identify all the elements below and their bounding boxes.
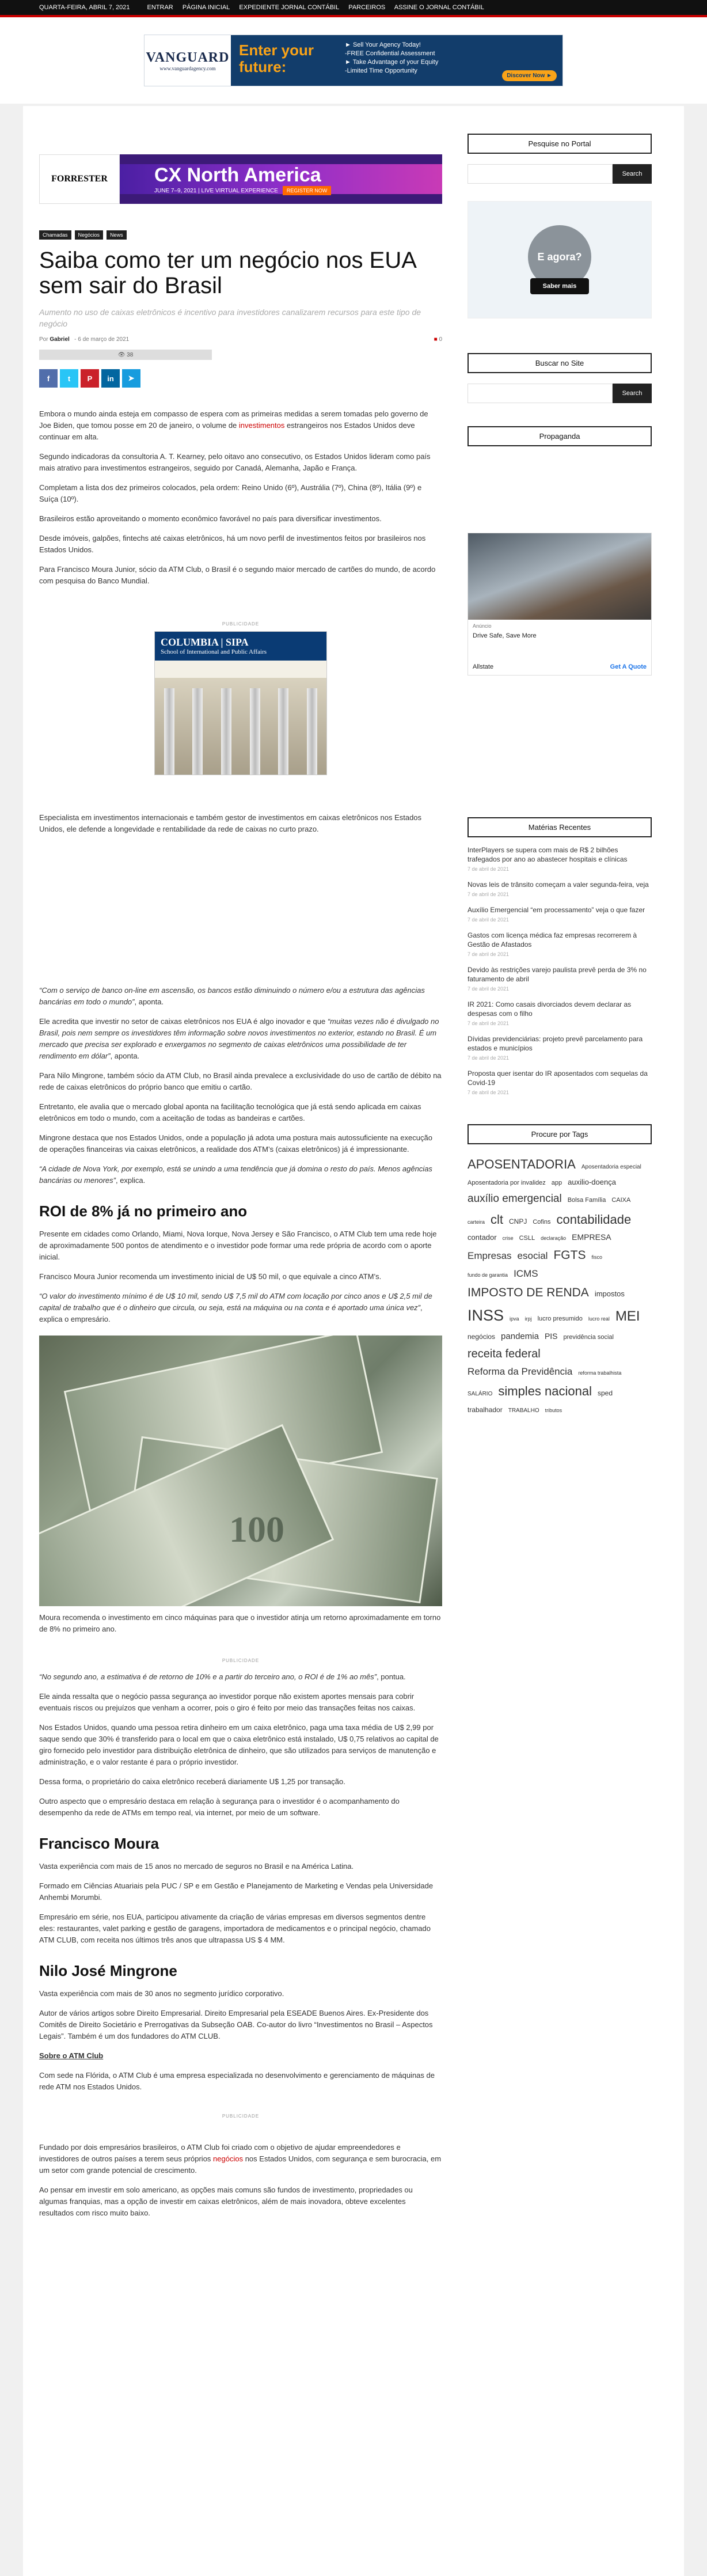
quote: “A cidade de Nova York, por exemplo, está se unindo a uma tendência que já domina o resto do país. Menos agências bancárias ou menores”	[39, 1164, 432, 1185]
vanguard-cta-button[interactable]: Discover Now ►	[502, 70, 557, 81]
widget-title-tags: Procure por Tags	[467, 1124, 652, 1144]
recent-post-date: 7 de abril de 2021	[467, 891, 510, 897]
recent-post-date: 7 de abril de 2021	[467, 986, 510, 992]
tag-link[interactable]: MEI	[615, 1308, 640, 1325]
forrester-body	[120, 164, 442, 194]
tag-link[interactable]: ipva	[510, 1316, 519, 1322]
columns-image	[155, 678, 326, 775]
site-search-form	[467, 384, 652, 403]
article-title: Saiba como ter um negócio nos EUA sem sair do Brasil	[39, 248, 416, 298]
tag-link[interactable]: tributos	[545, 1407, 562, 1413]
vanguard-bullet: -FREE Confidential Assessment	[345, 50, 435, 57]
tag-link[interactable]: auxilio-doença	[568, 1178, 616, 1187]
recent-post-date: 7 de abril de 2021	[467, 917, 510, 923]
paragraph: Vasta experiência com mais de 30 anos no segmento jurídico corporativo.	[39, 1989, 284, 1998]
recent-post-title[interactable]: Devido às restrições varejo paulista prevê perda de 3% no faturamento de abril	[467, 966, 647, 983]
recent-post[interactable]	[467, 880, 652, 897]
paragraph: Segundo indicadoras da consultoria A. T. Kearney, pelo oitavo ano consecutivo, os Estados Unidos lideram como país mais atrativo para investimentos estrangeiros, seguido por Canadá, Alemanha, Japão e França.	[39, 452, 431, 472]
paragraph	[39, 1291, 442, 1325]
tag-link[interactable]: fundo de garantia	[467, 1272, 508, 1278]
twitter-icon[interactable]: t	[60, 369, 78, 388]
ad-image-circle: E agora?	[528, 225, 591, 289]
columbia-header	[155, 632, 326, 661]
ad-text: Drive Safe, Save More	[473, 632, 537, 639]
tag-link[interactable]: reforma trabalhista	[578, 1370, 622, 1376]
paragraph: Dessa forma, o proprietário do caixa eletrônico receberá diariamente U$ 1,25 por transação.	[39, 1777, 345, 1786]
paragraph: Entretanto, ele avalia que o mercado global aponta na facilitação tecnológica que já está sendo aplicada em caixas eletrônicos em todo o mundo, com a aceitação de todas as bandeiras e cartões.	[39, 1102, 421, 1122]
recent-post-date: 7 de abril de 2021	[467, 1090, 510, 1095]
paragraph: Para Nilo Mingrone, também sócio da ATM Club, no Brasil ainda prevalece a exclusividade do uso de cartão de débito na rede de caixas eletrônicos do próprio banco que emitiu o cartão.	[39, 1071, 442, 1091]
top-bar	[0, 0, 707, 17]
category-negocios[interactable]: Negócios	[75, 230, 104, 240]
ad-label: PUBLICIDADE	[222, 2114, 260, 2119]
portal-search-input[interactable]	[467, 164, 613, 184]
quote: “muitas vezes não é divulgado no Brasil, pois nem sempre os investidores têm informação sobre novos investimentos no exterior, estando no Brasil. É um mercado que precisa ser explorado e enxergamos no segmento de caixas eletrônicos uma possibilidade de ter rendimento em dólar”	[39, 1017, 439, 1060]
comments-count[interactable]	[434, 336, 442, 343]
tag-link[interactable]: clt	[491, 1212, 504, 1227]
current-date: QUARTA-FEIRA, ABRIL 7, 2021	[39, 4, 130, 11]
paragraph: Francisco Moura Junior recomenda um investimento inicial de U$ 50 mil, o que equivale a cinco ATM’s.	[39, 1272, 382, 1281]
vanguard-bullet: ► Take Advantage of your Equity	[345, 59, 439, 66]
tag-link[interactable]: receita federal	[467, 1348, 541, 1361]
site-search-input[interactable]	[467, 384, 613, 403]
nav-home[interactable]: PÁGINA INICIAL	[182, 4, 230, 11]
recent-post-title[interactable]: Gastos com licença médica faz empresas recorrerem à Gestão de Afastados	[467, 931, 637, 949]
columbia-sipa-ad[interactable]	[154, 631, 327, 775]
text-span: , pontua.	[377, 1672, 406, 1681]
tag-link[interactable]: contabilidade	[556, 1212, 632, 1227]
article-categories	[39, 230, 442, 240]
paragraph: Outro aspecto que o empresário destaca em relação à segurança para o investidor é o acompanhamento do desempenho da rede de ATMs em tempo real, via internet, por meio de um software.	[39, 1797, 400, 1817]
recent-post[interactable]	[467, 1000, 652, 1026]
negocios-link[interactable]: negócios	[213, 2154, 244, 2163]
text-span: Ele acredita que investir no setor de caixas eletrônicos nos EUA é algo inovador e que	[39, 1017, 328, 1026]
text-span: nos Estados Unidos, com segurança e sem burocracia, em um setor com grande potencial de crescimento.	[39, 2154, 442, 2175]
tag-link[interactable]: irpj	[524, 1316, 532, 1322]
widget-title-recent: Matérias Recentes	[467, 817, 652, 837]
tag-link[interactable]: previdência social	[563, 1334, 614, 1341]
tag-link[interactable]: CAIXA	[611, 1197, 631, 1204]
vanguard-headline: Enter your future:	[231, 35, 340, 86]
tag-link[interactable]: declaração	[541, 1235, 567, 1242]
sidebar	[467, 134, 652, 1417]
investimentos-link[interactable]: investimentos	[238, 421, 285, 430]
tag-link[interactable]: crise	[502, 1235, 514, 1242]
columbia-subtitle: School of International and Public Affairs	[161, 648, 267, 655]
paragraph: Ao pensar em investir em solo americano, as opções mais comuns são fundos de investimento, propriedades ou algumas franquias, mas a opção de investir em caixas eletrônicos, além de mais inovadora, obteve excelentes resultados com risco muito baixo.	[39, 2186, 413, 2217]
vanguard-bullet: -Limited Time Opportunity	[345, 67, 417, 74]
tag-link[interactable]: esocial	[517, 1250, 548, 1262]
tag-link[interactable]: IMPOSTO DE RENDA	[467, 1285, 589, 1299]
tag-link[interactable]: carteira	[467, 1219, 485, 1225]
category-chamadas[interactable]: Chamadas	[39, 230, 71, 240]
text-span: Embora o mundo ainda esteja em compasso de espera com as primeiras medidas a serem tomadas pelo governo de Joe Biden, que tomou posse em 20 de janeiro, o volume de	[39, 409, 428, 430]
ad-quote-button[interactable]: Get A Quote	[610, 663, 647, 670]
ad-photo	[468, 533, 651, 620]
tag-link[interactable]: INSS	[467, 1307, 504, 1325]
paragraph: Ele ainda ressalta que o negócio passa segurança ao investidor porque não existem aportes mensais para cobrir eventuais riscos ou prejuízos que venham a ocorrer, pois o giro é feito por meio das transações feitas nos caixas.	[39, 1692, 416, 1712]
tag-link[interactable]: fisco	[591, 1254, 602, 1261]
paragraph: Para Francisco Moura Junior, sócio da ATM Club, o Brasil é o segundo maior mercado de cartões do mundo, de acordo com pesquisa do Banco Mundial.	[39, 565, 436, 585]
forrester-sub: JUNE 7–9, 2021 | LIVE VIRTUAL EXPERIENCE	[154, 188, 278, 194]
recent-post-date: 7 de abril de 2021	[467, 951, 510, 957]
recent-post-title[interactable]: Proposta quer isentar do IR aposentados com sequelas da Covid-19	[467, 1069, 648, 1087]
paragraph: Brasileiros estão aproveitando o momento econômico favorável no país para diversificar investimentos.	[39, 514, 382, 523]
inline-ad	[39, 621, 442, 775]
vanguard-brand: VANGUARD	[146, 50, 230, 65]
tag-link[interactable]: TRABALHO	[508, 1407, 539, 1414]
text-span: , aponta.	[134, 997, 164, 1006]
recent-post-date: 7 de abril de 2021	[467, 866, 510, 872]
eye-icon: 👁	[117, 351, 126, 358]
vanguard-logo	[145, 35, 231, 86]
site-search-button[interactable]: Search	[613, 384, 652, 403]
recent-post-title[interactable]: Novas leis de trânsito começam a valer segunda-feira, veja	[467, 881, 649, 889]
quote: “No segundo ano, a estimativa é de retorno de 10% e a partir do terceiro ano, o ROI é de 1% ao mês”	[39, 1672, 377, 1681]
ad-learn-more-button[interactable]: Saber mais	[530, 278, 590, 294]
allstate-ad[interactable]	[467, 533, 652, 676]
widget-title-portal-search: Pesquise no Portal	[467, 134, 652, 154]
forrester-register-button[interactable]: REGISTER NOW	[283, 186, 332, 195]
pinterest-icon[interactable]: P	[81, 369, 99, 388]
text-span: estrangeiros nos Estados Unidos deve continuar em alta.	[39, 421, 415, 441]
tag-link[interactable]: ICMS	[514, 1268, 538, 1279]
author-line	[39, 336, 129, 343]
tag-link[interactable]: pandemia	[501, 1331, 539, 1342]
ad-label: PUBLICIDADE	[222, 621, 260, 627]
nav-login[interactable]: ENTRAR	[147, 4, 173, 11]
paragraph: Desde imóveis, galpões, fintechs até caixas eletrônicos, há um novo perfil de investimentos feitos por brasileiros nos Estados Unidos.	[39, 534, 426, 554]
vanguard-url: www.vanguardagency.com	[159, 65, 216, 71]
recent-post-title[interactable]: IR 2021: Como casais divorciados devem declarar as despesas com o filho	[467, 1000, 632, 1018]
tag-cloud	[467, 1154, 652, 1417]
nav-partners[interactable]: PARCEIROS	[348, 4, 386, 11]
tag-link[interactable]: Aposentadoria especial	[581, 1164, 641, 1170]
paragraph: Nos Estados Unidos, quando uma pessoa retira dinheiro em um caixa eletrônico, paga uma taxa média de U$ 2,99 por saque sendo que 30% é transferido para o local em que o caixa eletrônico está instalado, U$ 0,75 relativos ao capital de giro fornecido pelo investidor para distribuição eletrônica de dinheiro, que são utilizados para serviços de manutenção e administração, e o valor restante é para o próprio investidor.	[39, 1723, 439, 1766]
portal-search-button[interactable]: Search	[613, 164, 652, 184]
article-main	[39, 154, 442, 2219]
recent-post[interactable]	[467, 1069, 652, 1095]
forrester-banner-ad[interactable]	[39, 154, 442, 204]
paragraph	[39, 2142, 442, 2176]
paragraph	[39, 1163, 442, 1186]
tag-link[interactable]: simples nacional	[498, 1384, 592, 1399]
forrester-headline: CX North America	[154, 164, 321, 186]
top-nav	[147, 4, 492, 11]
paragraph: Empresário em série, nos EUA, participou ativamente da criação de várias empresas em diversos segmentos dentre eles: restaurantes, valet parking e gestão de garagens, importadora de medicamentos e o principal negócio, chamado ATM CLUB, com receita nos últimos três anos que ultrapassa US $ 4 MM.	[39, 1913, 431, 1944]
inline-ad-label	[39, 1658, 442, 1663]
bill-number: 100	[229, 1509, 284, 1550]
recent-post[interactable]	[467, 905, 652, 923]
views-counter	[39, 350, 212, 360]
paragraph: Completam a lista dos dez primeiros colocados, pela ordem: Reino Unido (6º), Austrália (7º), China (8º), Itália (9º) e Suíça (10º).	[39, 483, 422, 503]
text-span: , aponta.	[110, 1052, 140, 1060]
category-news[interactable]: News	[107, 230, 127, 240]
nav-expediente[interactable]: EXPEDIENTE JORNAL CONTÁBIL	[239, 4, 340, 11]
nav-subscribe[interactable]: ASSINE O JORNAL CONTÁBIL	[394, 4, 484, 11]
recent-post[interactable]	[467, 845, 652, 872]
paragraph: Formado em Ciências Atuariais pela PUC / SP e em Gestão e Planejamento de Marketing e Vendas pela Universidade Anhembi Morumbi.	[39, 1881, 434, 1902]
author-link[interactable]: Gabriel	[50, 336, 70, 343]
publish-date: - 6 de março de 2021	[74, 336, 130, 343]
paragraph	[39, 1671, 442, 1683]
views-number: 38	[127, 351, 134, 358]
quote: “Com o serviço de banco on-line em ascensão, os bancos estão diminuindo o número e/ou a estrutura das agências bancárias em todo o mundo”	[39, 986, 425, 1006]
article-subtitle: Aumento no uso de caixas eletrônicos é incentivo para investidores canalizarem recursos para este tipo de negócio	[39, 308, 421, 328]
recent-post-title[interactable]: Dívidas previdenciárias: projeto prevê parcelamento para estados e municípios	[467, 1035, 643, 1052]
comment-icon: ■	[434, 336, 438, 343]
tag-link[interactable]: Empresas	[467, 1250, 512, 1262]
tag-link[interactable]: lucro presumido	[537, 1315, 583, 1323]
dollar-bills-image	[39, 1336, 442, 1606]
recent-post-date: 7 de abril de 2021	[467, 1020, 510, 1026]
columbia-title: COLUMBIA | SIPA	[161, 636, 249, 648]
author-prefix: Por	[39, 336, 48, 343]
telegram-icon[interactable]: ➤	[122, 369, 140, 388]
text-span: , explica.	[115, 1176, 146, 1185]
share-buttons	[39, 369, 442, 388]
paragraph: Mingrone destaca que nos Estados Unidos, onde a população já adota uma postura mais autossuficiente na execução de operações financeiras via caixas eletrônicos, a realidade dos ATM’s (caixas eletrônicos) já é impressionante.	[39, 1133, 432, 1154]
tag-link[interactable]: Cofins	[533, 1218, 551, 1226]
quote: “O valor do investimento mínimo é de U$ 10 mil, sendo U$ 7,5 mil do ATM com locação por cinco anos e U$ 2,5 mil de capital de trabalho que é o dinheiro que circula, ou seja, está na máquina ou na conta e é aportado uma única vez”	[39, 1292, 432, 1312]
ad-footer	[473, 663, 647, 670]
widget-title-site-search: Buscar no Site	[467, 353, 652, 373]
tag-link[interactable]: APOSENTADORIA	[467, 1157, 576, 1171]
tag-link[interactable]: Bolsa Família	[567, 1197, 606, 1204]
paragraph	[39, 1016, 442, 1062]
tag-link[interactable]: CNPJ	[509, 1217, 527, 1226]
tag-link[interactable]: impostos	[594, 1289, 625, 1298]
paragraph: Autor de vários artigos sobre Direito Empresarial. Direito Empresarial pela ESEADE Buenos Aires. Ex-Presidente dos Comitês de Direito Societário e Prerrogativas da Subseção OAB. Co-autor do livro “Investimentos no Brasil – Aspectos Legais”. Também é um dos fundadores do ATM CLUB.	[39, 2009, 433, 2040]
recent-post-date: 7 de abril de 2021	[467, 1055, 510, 1061]
tag-link[interactable]: CSLL	[519, 1235, 535, 1242]
ad-label: PUBLICIDADE	[222, 1658, 260, 1663]
tag-link[interactable]: SALÁRIO	[467, 1391, 493, 1398]
tag-link[interactable]: PIS	[544, 1331, 558, 1341]
section-heading-francisco: Francisco Moura	[39, 1835, 159, 1852]
tag-link[interactable]: negócios	[467, 1333, 496, 1341]
inline-ad-label	[39, 2114, 442, 2119]
article-meta	[39, 336, 442, 343]
content-container	[23, 106, 684, 2576]
widget-title-propaganda: Propaganda	[467, 426, 652, 446]
tag-link[interactable]: auxílio emergencial	[467, 1193, 562, 1205]
recent-post-title[interactable]: Auxílio Emergencial “em processamento” veja o que fazer	[467, 906, 645, 914]
paragraph	[39, 408, 442, 443]
tag-link[interactable]: app	[551, 1179, 562, 1187]
facebook-icon[interactable]: f	[39, 369, 58, 388]
linkedin-icon[interactable]: in	[101, 369, 120, 388]
ad-brand: Allstate	[473, 663, 494, 670]
recent-posts-list	[467, 845, 652, 1095]
vanguard-bullet: ► Sell Your Agency Today!	[345, 41, 421, 48]
tag-link[interactable]: contador	[467, 1233, 497, 1242]
recent-post[interactable]	[467, 965, 652, 992]
tag-link[interactable]: Aposentadoria por invalidez	[467, 1179, 546, 1187]
section-heading-roi: ROI de 8% já no primeiro ano	[39, 1202, 248, 1220]
tag-link[interactable]: lucro real	[588, 1316, 610, 1322]
tag-link[interactable]: EMPRESA	[572, 1232, 611, 1242]
paragraph	[39, 985, 442, 1008]
recent-post[interactable]	[467, 1034, 652, 1061]
text-span: , explica o empresário.	[39, 1303, 423, 1323]
paragraph: Vasta experiência com mais de 15 anos no mercado de seguros no Brasil e na América Latina.	[39, 1862, 354, 1871]
vanguard-banner-ad[interactable]	[144, 35, 563, 86]
recent-post-title[interactable]: InterPlayers se supera com mais de R$ 2 bilhões trafegados por ano ao abastecer hospitais e clínicas	[467, 846, 628, 863]
header-ad-area	[0, 17, 707, 104]
section-heading-nilo: Nilo José Mingrone	[39, 1962, 177, 1979]
recent-post[interactable]	[467, 931, 652, 957]
portal-search-form	[467, 164, 652, 184]
tag-link[interactable]: trabalhador	[467, 1405, 503, 1414]
image-caption: Moura recomenda o investimento em cinco máquinas para que o investidor atinja um retorno aproximadamente em torno de 8% no primeiro ano.	[39, 1613, 441, 1633]
text-span: Fundado por dois empresários brasileiros, o ATM Club foi criado com o objetivo de ajudar empreendedores e investidores de outros países a terem seus próprios	[39, 2143, 401, 2163]
tag-link[interactable]: Reforma da Previdência	[467, 1366, 573, 1378]
paragraph: Especialista em investimentos internacionais e também gestor de investimentos em caixas eletrônicos nos Estados Unidos, ele defende a longevidade e rentabilidade da rede de caixas no curto prazo.	[39, 813, 422, 833]
sobre-atm-heading: Sobre o ATM Club	[39, 2051, 104, 2060]
tag-link[interactable]: sped	[598, 1389, 613, 1398]
forrester-logo: FORRESTER	[39, 154, 120, 204]
sidebar-ad-square[interactable]	[467, 201, 652, 318]
comments-number: 0	[439, 336, 442, 343]
paragraph: Com sede na Flórida, o ATM Club é uma empresa especializada no desenvolvimento e gerenciamento de máquinas de rede ATM nos Estados Unidos.	[39, 2071, 435, 2091]
ad-label-small: Anúncio	[473, 623, 492, 629]
tag-link[interactable]: FGTS	[553, 1249, 586, 1262]
forrester-sub-row	[154, 188, 442, 194]
paragraph: Presente em cidades como Orlando, Miami, Nova Iorque, Nova Jersey e São Francisco, o ATM Club tem uma rede hoje de aproximadamente 500 pontos de atendimento e o investidor pode formar uma rede própria de acordo com o aporte inicial.	[39, 1230, 437, 1261]
